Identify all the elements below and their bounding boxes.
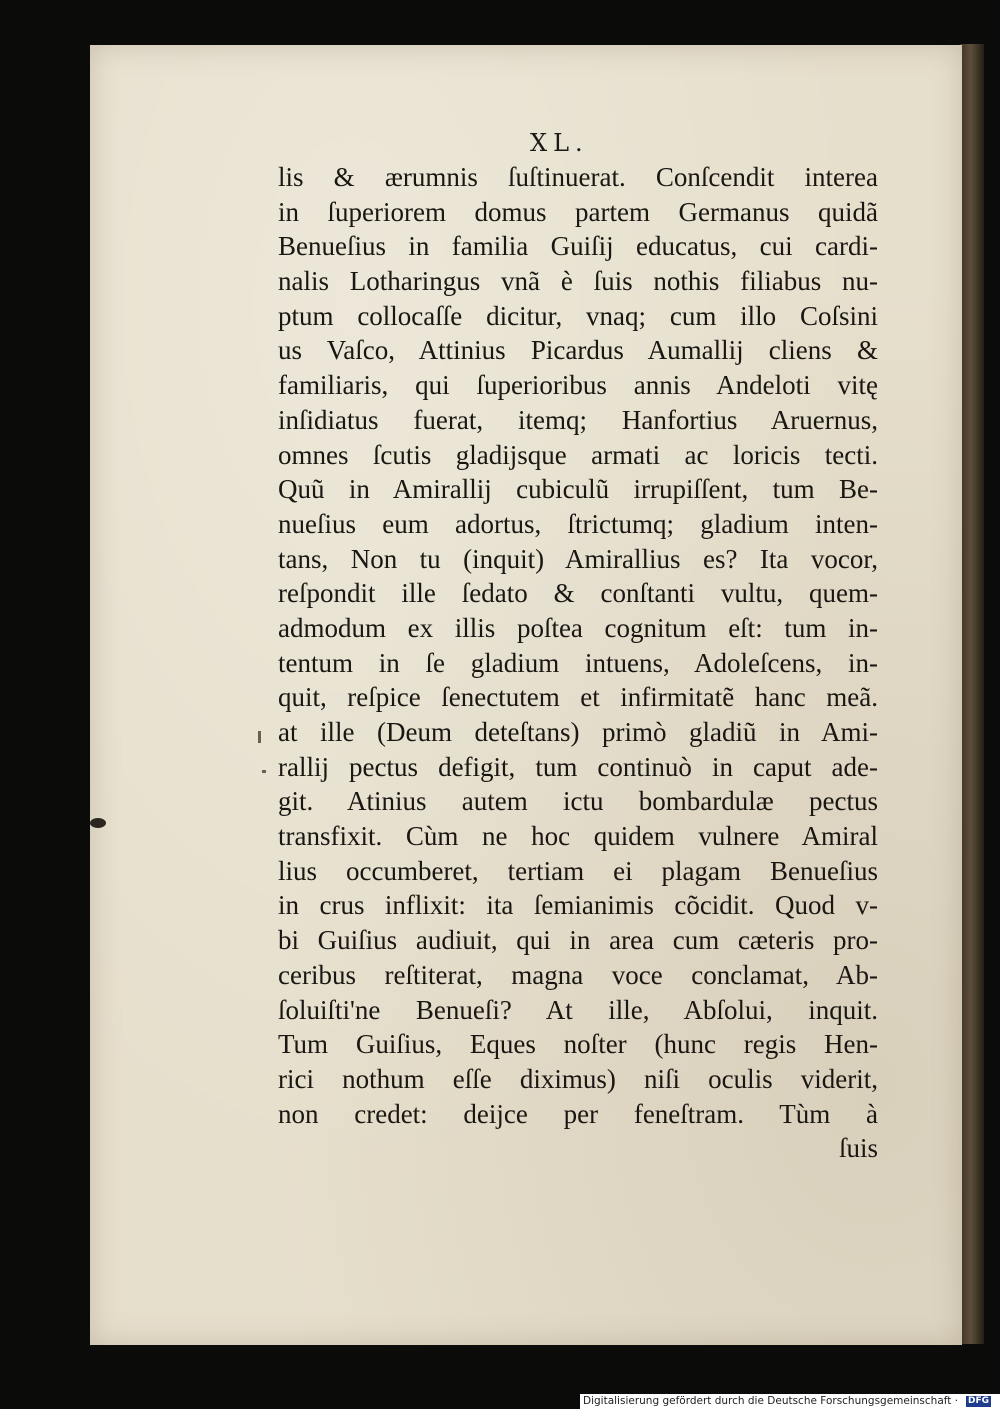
ink-smudge — [90, 818, 106, 828]
text-line: ceribus reſtiterat, magna voce conclamat, Ab- — [278, 959, 878, 990]
text-line: in crus inflixit: ita ſemianimis cõcidit. Quod v- — [278, 890, 878, 921]
text-line: reſpondit ille ſedato & conſtanti vultu, quem- — [278, 578, 878, 609]
text-line: nueſius eum adortus, ſtrictumq; gladium inten- — [278, 508, 878, 539]
text-line: us Vaſco, Attinius Picardus Aumallij cliens & — [278, 335, 878, 366]
text-line: rallij pectus defigit, tum continuò in caput ade- — [278, 751, 878, 782]
page-edge-strip — [960, 44, 984, 1344]
text-line: omnes ſcutis gladijsque armati ac loricis tecti. — [278, 439, 878, 470]
catchword: ſuis — [838, 1133, 878, 1164]
text-line: familiaris, qui ſuperioribus annis Andeloti vitę — [278, 370, 878, 401]
text-line: tentum in ſe gladium intuens, Adoleſcens, in- — [278, 647, 878, 678]
text-line: Benueſius in familia Guiſij educatus, cui cardi- — [278, 231, 878, 262]
text-line: Tum Guiſius, Eques noſter (hunc regis Hen- — [278, 1029, 878, 1060]
text-line: non credet: deijce per feneſtram. Tùm à — [278, 1098, 878, 1129]
text-line: lis & ærumnis ſuſtinuerat. Conſcendit interea — [278, 162, 878, 192]
text-line: nalis Lotharingus vnã è ſuis nothis filiabus nu- — [278, 266, 878, 297]
text-line: rici nothum eſſe diximus) niſi oculis viderit, — [278, 1063, 878, 1094]
dfg-logo: DFG — [968, 1396, 990, 1406]
text-line: admodum ex illis poſtea cognitum eſt: tum in- — [278, 612, 878, 643]
folio-number: XL. — [530, 129, 589, 157]
text-block — [278, 160, 878, 1166]
text-line: in ſuperiorem domus partem Germanus quidã — [278, 196, 878, 227]
text-line: ſoluiſti'ne Benueſi? At ille, Abſolui, inquit. — [278, 994, 878, 1025]
footer-credit: Digitalisierung gefördert durch die Deutsche Forschungsgemeinschaft · — [583, 1395, 959, 1407]
margin-mark — [262, 770, 266, 773]
text-line: bi Guiſius audiuit, qui in area cum cæteris pro- — [278, 925, 878, 956]
text-line: tans, Non tu (inquit) Amirallius es? Ita vocor, — [278, 543, 878, 574]
text-line: Quũ in Amirallij cubiculũ irrupiſſent, tum Be- — [278, 474, 878, 505]
text-line: at ille (Deum deteſtans) primò gladiũ in Ami- — [278, 717, 878, 747]
text-line: git. Atinius autem ictu bombardulæ pectus — [278, 786, 878, 817]
text-line: ptum collocaſſe dicitur, vnaq; cum illo Coſsini — [278, 300, 878, 331]
text-line: quit, reſpice ſenectutem et infirmitatẽ hanc meã. — [278, 682, 878, 713]
text-line: inſidiatus fuerat, itemq; Hanfortius Aruernus, — [278, 404, 878, 435]
text-line: lius occumberet, tertiam ei plagam Benueſius — [278, 855, 878, 886]
margin-mark — [258, 731, 261, 743]
text-line: transfixit. Cùm ne hoc quidem vulnere Amiral — [278, 821, 878, 852]
